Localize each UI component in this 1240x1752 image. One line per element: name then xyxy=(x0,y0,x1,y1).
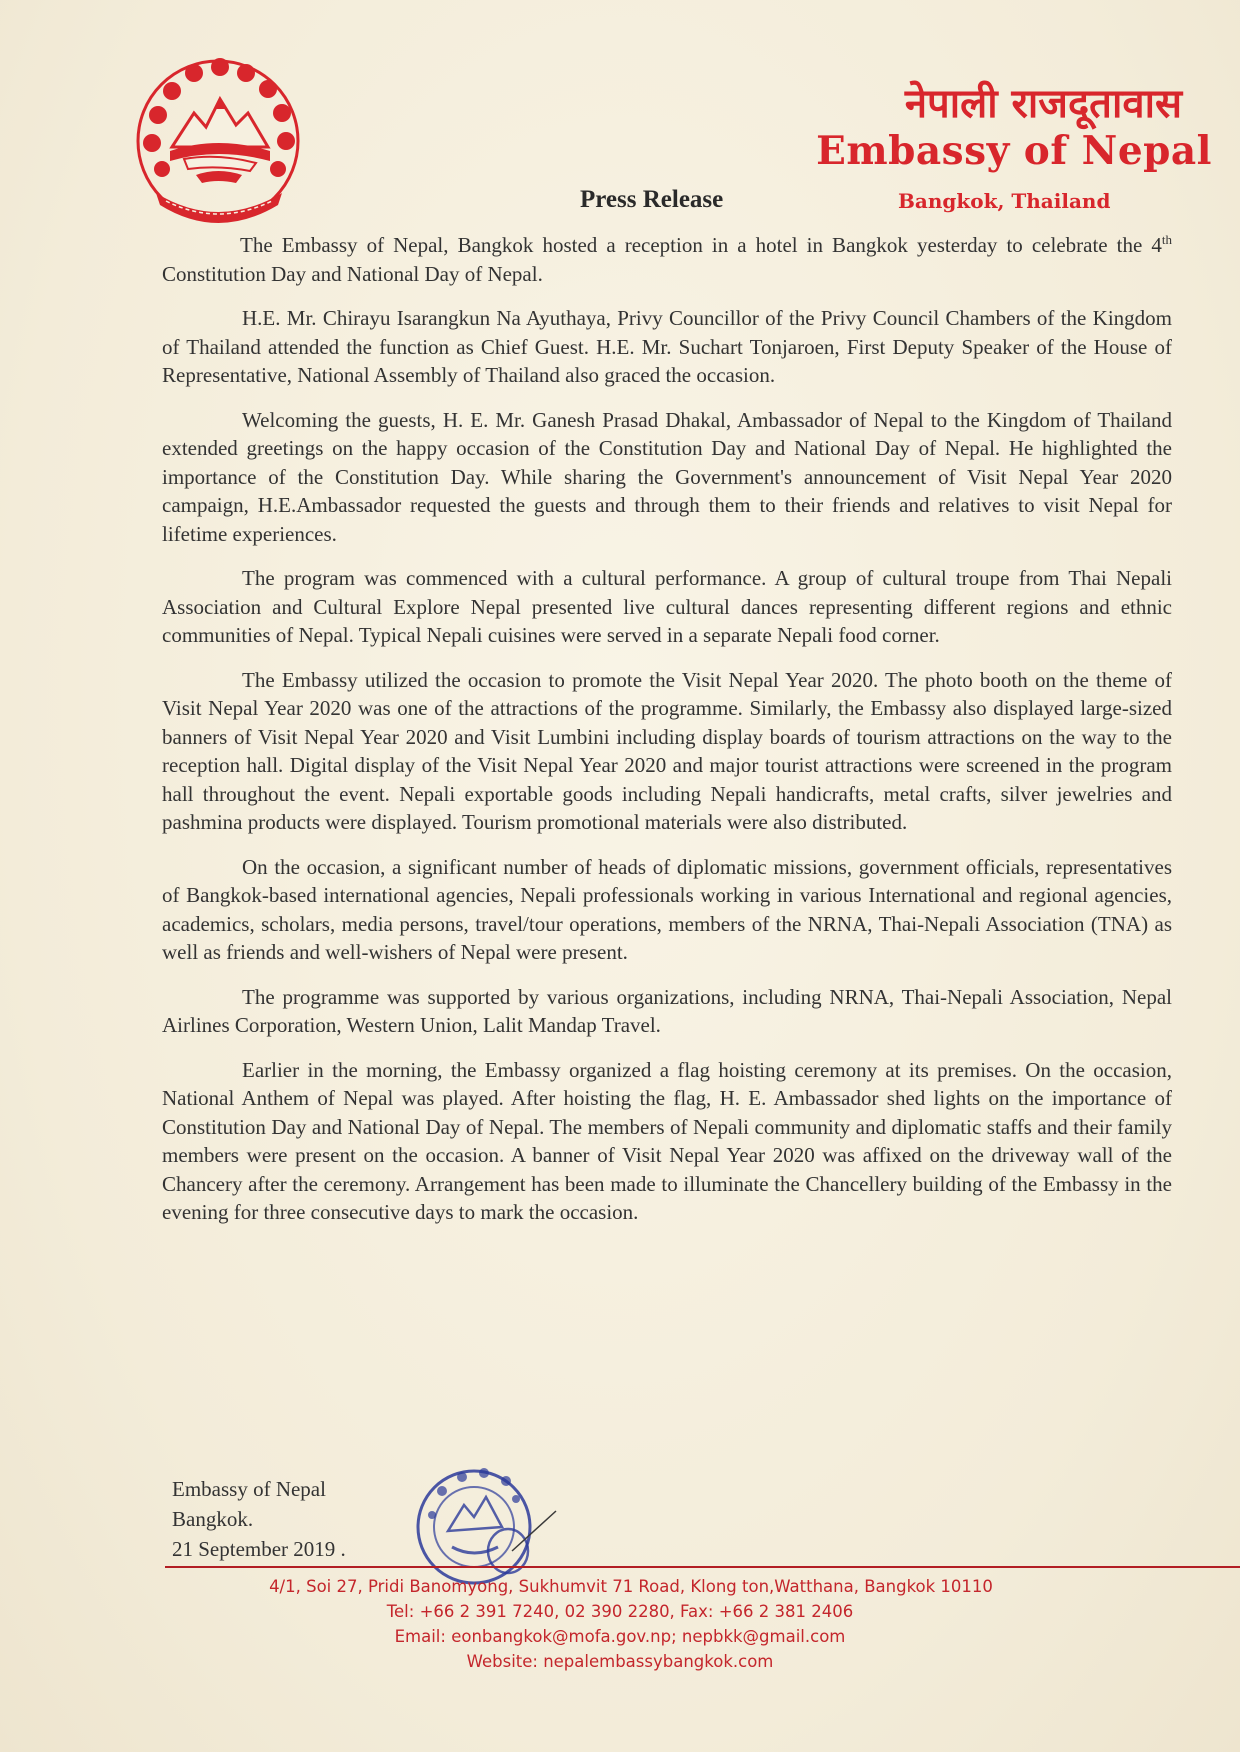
nepal-emblem-icon xyxy=(132,55,304,227)
paragraph-1 xyxy=(162,226,1172,288)
nepali-embassy-title: नेपाली राजदूतावास xyxy=(904,81,1182,127)
signature-org: Embassy of Nepal xyxy=(172,1477,326,1501)
signature-city: Bangkok. xyxy=(172,1507,254,1531)
embassy-website: Website: nepalembassybangkok.com xyxy=(466,1652,774,1671)
signature-block xyxy=(172,1474,346,1564)
embassy-city: Bangkok, Thailand xyxy=(898,189,1111,213)
document-heading: Press Release xyxy=(580,186,724,213)
press-release-body xyxy=(162,226,1172,1243)
letterhead-footer xyxy=(0,1574,1240,1674)
paragraph-8: Earlier in the morning, the Embassy organized a flag hoisting ceremony at its premises. On the occasion, National Anthem of Nepal was played. After hoisting the flag, H. E. Ambassador shed lights on the importance of Constitution Day and National Day of Nepal. The members of Nepali community and diplomatic staffs and their family members were present on the occasion. A banner of Visit Nepal Year 2020 was affixed on the driveway wall of the Chancery after the ceremony. Arrangement has been made to illuminate the Chancellery building of the Embassy in the evening for three consecutive days to mark the occasion. xyxy=(162,1057,1172,1224)
paragraph-5: The Embassy utilized the occasion to promote the Visit Nepal Year 2020. The photo booth on the theme of Visit Nepal Year 2020 was one of the attractions of the programme. Similarly, the Embassy also displayed large-sized banners of Visit Nepal Year 2020 and Visit Lumbini including display boards of tourism attractions on the way to the reception hall. Digital display of the Visit Nepal Year 2020 and major tourist attractions were screened in the program hall throughout the event. Nepali exportable goods including Nepali handicrafts, metal crafts, silver jewelries and pashmina products were displayed. Tourism promotional materials were also distributed. xyxy=(162,667,1172,834)
embassy-email: Email: eonbangkok@mofa.gov.np; nepbkk@gmail.com xyxy=(394,1627,846,1646)
footer-divider xyxy=(165,1566,1240,1568)
paragraph-3: Welcoming the guests, H. E. Mr. Ganesh Prasad Dhakal, Ambassador of Nepal to the Kingdom of Thailand extended greetings on the happy occasion of the Constitution Day and National Day of Nepal. He highlighted the importance of the Constitution Day. While sharing the Government's announcement of Visit Nepal Year 2020 campaign, H.E.Ambassador requested the guests and through them to their friends and relatives to visit Nepal for lifetime experiences. xyxy=(162,407,1172,546)
embassy-title: Embassy of Nepal xyxy=(816,128,1212,174)
letterhead xyxy=(816,82,1212,176)
embassy-address: 4/1, Soi 27, Pridi Banomyong, Sukhumvit 71 Road, Klong ton,Watthana, Bangkok 10110 xyxy=(269,1577,993,1596)
signature-date: 21 September 2019 . xyxy=(172,1537,346,1561)
paragraph-4: The program was commenced with a cultural performance. A group of cultural troupe from Thai Nepali Association and Cultural Explore Nepal presented live cultural dances representing different regions and ethnic communities of Nepal. Typical Nepali cuisines were served in a separate Nepali food corner. xyxy=(162,566,1172,647)
paragraph-7: The programme was supported by various organizations, including NRNA, Thai-Nepali Association, Nepal Airlines Corporation, Western Union, Lalit Mandap Travel. xyxy=(162,984,1172,1037)
paragraph-2: H.E. Mr. Chirayu Isarangkun Na Ayuthaya, Privy Councillor of the Privy Council Chambers of the Kingdom of Thailand attended the function as Chief Guest. H.E. Mr. Suchart Tonjaroen, First Deputy Speaker of the House of Representative, National Assembly of Thailand also graced the occasion. xyxy=(162,306,1172,387)
embassy-phone: Tel: +66 2 391 7240, 02 390 2280, Fax: +66 2 381 2406 xyxy=(386,1602,854,1621)
paragraph-1-text: The Embassy of Nepal, Bangkok hosted a reception in a hotel in Bangkok yesterday to celebrate the 4 xyxy=(240,233,1162,257)
ordinal-suffix: th xyxy=(1161,232,1172,247)
paragraph-1-text-end: Constitution Day and National Day of Nepal. xyxy=(162,261,543,286)
paragraph-6: On the occasion, a significant number of heads of diplomatic missions, government officials, representatives of Bangkok-based international agencies, Nepali professionals working in various International and regional agencies, academics, scholars, media persons, travel/tour operations, members of the NRNA, Thai-Nepali Association (TNA) as well as friends and well-wishers of Nepal were present. xyxy=(162,854,1172,964)
